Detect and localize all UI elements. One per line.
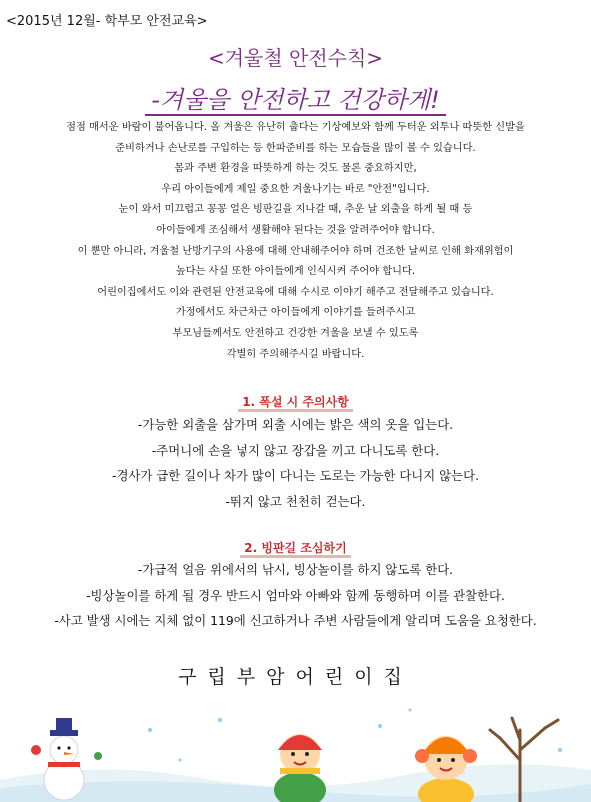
list-item: -가능한 외출을 삼가며 외출 시에는 밝은 색의 옷을 입는다.	[137, 417, 454, 432]
intro-line: 가정에서도 차근차근 아이들에게 이야기를 들려주시고	[175, 307, 416, 319]
intro-line: 준비하거나 손난로를 구입하는 등 한파준비를 하는 모습들을 많이 볼 수 있습니다.	[115, 142, 476, 154]
list-item: -빙상놀이를 하게 될 경우 반드시 엄마와 아빠와 함께 동행하며 이를 관찰한다.	[86, 587, 505, 603]
list-item: -경사가 급한 길이나 차가 많이 다니는 도로는 가능한 다니지 않는다.	[111, 468, 480, 483]
intro-line: 부모님들께서도 안전하고 건강한 겨울을 보낼 수 있도록	[172, 327, 419, 339]
section2-heading	[0, 539, 591, 556]
section2-list	[0, 557, 591, 634]
child-icon	[274, 723, 326, 802]
intro-line: 어린이집에서도 이와 관련된 안전교육에 대해 수시로 이야기 해주고 전달해주고 있습니다.	[97, 286, 494, 298]
list-item: -가급적 얼음 위에서의 낚시, 빙상놀이를 하지 않도록 한다.	[137, 562, 454, 577]
intro-line: 각별히 주의해주시길 바랍니다.	[226, 348, 365, 360]
list-item: -뛰지 않고 천천히 걷는다.	[225, 493, 366, 509]
intro-line: 우리 아이들에게 제일 중요한 겨울나기는 바로 "안전"입니다.	[161, 183, 430, 195]
page-title: <겨울철 안전수칙>	[207, 46, 384, 70]
winter-illustration	[0, 690, 591, 802]
intro-line: 아이들에게 조심해서 생활해야 된다는 것을 알려주어야 합니다.	[156, 224, 435, 236]
footer-kindergarten-name: 구립부암어린이집	[178, 666, 413, 688]
intro-line: 높다는 사실 또한 아이들에게 인식시켜 주어야 합니다.	[175, 266, 416, 278]
section1-list	[0, 412, 591, 514]
intro-line: 점점 매서운 바람이 불어옵니다. 올 겨울은 유난히 춥다는 기상예보와 함께 두터운 외투나 따뜻한 신발을	[66, 122, 525, 133]
subtitle-text: -겨울을 안전하고 건강하게!	[145, 86, 446, 116]
section1-heading	[0, 393, 591, 410]
snowman-icon	[44, 718, 84, 800]
list-item: -사고 발생 시에는 지체 없이 119에 신고하거나 주변 사람들에게 알리며 도움을 요청한다.	[54, 613, 537, 628]
page-subtitle	[0, 80, 591, 115]
top-label: <2015년 12월- 학부모 안전교육>	[6, 14, 208, 29]
intro-paragraph	[0, 118, 591, 365]
intro-line: 이 뿐만 아니라, 겨울철 난방기구의 사용에 대해 안내해주어야 하며 건조한 날씨로 인해 화재위험이	[77, 245, 514, 257]
intro-line: 몸과 주변 환경을 따뜻하게 하는 것도 물론 중요하지만,	[174, 163, 417, 175]
intro-line: 눈이 와서 미끄럽고 꽁꽁 얼은 빙판길을 지나갈 때, 추운 날 외출을 하게 될 때 등	[118, 204, 473, 216]
section1-title: 1. 폭설 시 주의사항	[238, 395, 353, 409]
list-item: -주머니에 손을 넣지 않고 장갑을 끼고 다니도록 한다.	[151, 442, 440, 458]
section2-title: 2. 빙판길 조심하기	[240, 541, 350, 555]
